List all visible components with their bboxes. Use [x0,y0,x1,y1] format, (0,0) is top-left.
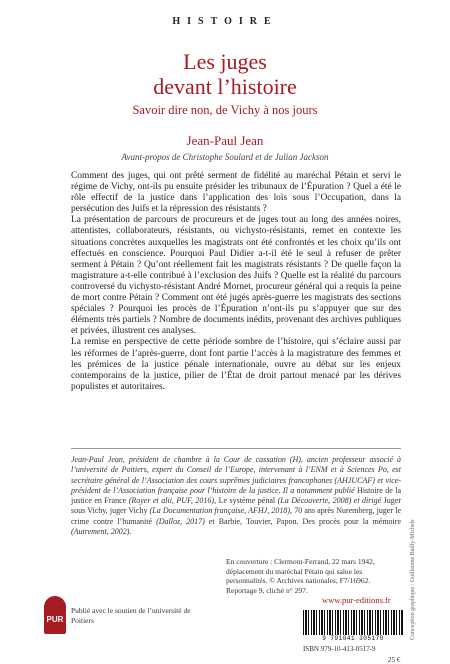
bio-book1: Histoire de la justice en France [71,485,401,506]
author-bio [71,455,401,537]
bio-book5-pub: (Autrement, 2002). [71,527,132,537]
barcode [303,610,403,642]
isbn: ISBN 979-10-413-0517-9 [303,645,376,653]
book-title-line1: Les juges [183,49,267,74]
bio-book5: et Barbie, Touvier, Papon. Des procès pour la mémoire [204,516,401,526]
book-title-line2: devant l’histoire [153,74,297,99]
bio-book4-pub: (Dalloz, 2017) [156,516,205,526]
support-note: Publié avec le soutien de l’université de Poitiers [71,606,191,625]
bio-book3: Juger sous Vichy, juger Vichy [71,496,401,516]
bio-book2: Le système pénal [216,496,278,506]
author-name: Jean-Paul Jean [186,133,264,148]
pur-logo-icon: PUR [44,596,66,634]
series-label: HISTOIRE [172,16,278,27]
publisher-url[interactable]: www.pur-editions.fr [322,595,391,605]
foreword-credit: Avant-propos de Christophe Soulard et de Julian Jackson [121,152,329,162]
design-credit: Conception graphique : Guillaume Bailly-Michels [410,519,416,640]
barcode-number: 9 791041 305179 [303,635,403,642]
blurb [71,171,401,393]
blurb-paragraph-1: Comment des juges, qui ont prêté serment de fidélité au maréchal Pétain et servi le régime de Vichy, ont-ils pu ensuite présider les tribunaux de l’Épuration ? Quel a été le rôle effectif de la justice dans l’application des lois sous l’Occupation, dans la persécution des Juifs et la répression des résistants ? [71,171,401,215]
bio-book2-pub: (La Découverte, 2008) et dirigé [277,496,382,506]
bio-book1-pub: (Royer et alii, PUF, 2016), [128,496,217,506]
bio-book4: 70 ans après Nuremberg, juger le crime contre l’humanité [71,506,401,526]
bio-book3-pub: (La Documentation française, AFHJ, 2018), [149,506,293,516]
bio-intro: Jean-Paul Jean, président de chambre à la Cour de cassation (H), ancien professeur associé à l’université de Poitiers, expert du Conseil de l’Europe, intervenant à l’ENM et à Sciences Po, est secrétaire général de l’Association des cours suprêmes judiciaires francophones (AHJUCAF) et vice-président de l’Association française pour l’histoire de la justice. Il a notamment publié [71,455,401,495]
blurb-paragraph-3: La remise en perspective de cette période sombre de l’histoire, qui s’éclaire aussi par les réformes de l’après-guerre, dont font partie l’accès à la magistrature des femmes et les prémices de la justice pénale internationale, ouvre au débat sur les enjeux contemporains de la justice, pilier de l’État de droit partout menacé par les dérives populistes et autoritaires. [71,337,401,392]
price: 25 € [388,656,401,664]
separator-line [71,448,401,449]
barcode-bars-icon [303,610,403,636]
book-subtitle: Savoir dire non, de Vichy à nos jours [132,103,318,117]
cover-caption: En couverture : Clermont-Ferrand, 22 mars 1942, déplacement du maréchal Pétain qui salue les personnalités. © Archives nationales, F7/16962. Reportage 9, cliché n° 297. [226,557,375,595]
blurb-paragraph-2: La présentation de parcours de procureurs et de juges tout au long des années noires, attentistes, collaborateurs, résistants, ou vichysto-résistants, remet en contexte les situations concrètes auxquelles les magistrats ont été confrontés et les choix qu’ils ont effectués en conscience. Pourquoi Paul Didier a-t-il été le seul à refuser de prêter serment à Pétain ? Qu’ont réellement fait les magistrats résistants ? De quelle façon la magistrature a-t-elle contribué à l’exclusion des Juifs ? Quelle est la réalité du parcours controversé du vichysto-résistant André Mornet, procureur général qui a requis la peine de mort contre Pétain ? Comment ont été jugés après-guerre les magistrats des sections spéciales ? Pourquoi les procès de l’Épuration n’ont-ils pu s’appuyer que sur des éléments très partiels ? Nombre de documents inédits, provenant des archives publiques et privées, illustrent ces analyses. [71,215,401,337]
